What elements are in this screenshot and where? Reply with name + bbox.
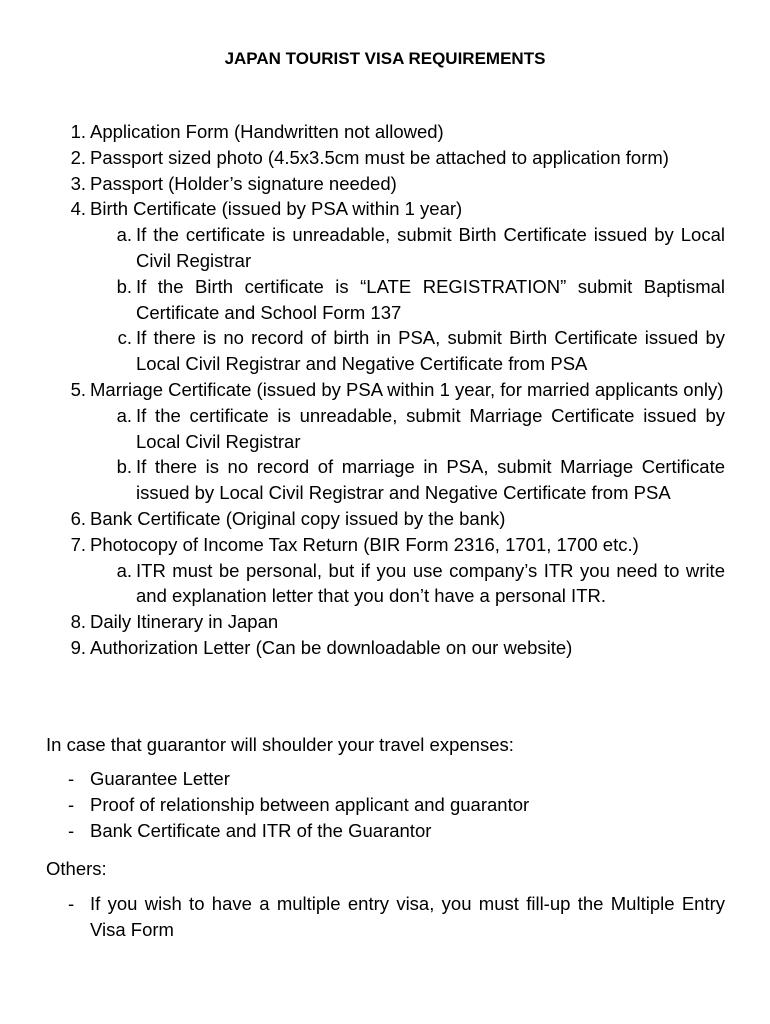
- sub-item-text: ITR must be personal, but if you use company’s ITR you need to write and explanation letter that you don’t have a personal ITR.: [136, 559, 725, 607]
- item-text: Bank Certificate (Original copy issued by the bank): [90, 507, 506, 529]
- dash-bullet: -: [68, 768, 75, 789]
- guarantor-item: [0, 818, 725, 844]
- item-number: 1.: [70, 121, 86, 142]
- requirement-item-5: [0, 377, 726, 403]
- requirement-item-4: [0, 196, 726, 222]
- dash-bullet: -: [68, 794, 75, 815]
- others-heading: Others:: [46, 858, 107, 879]
- guarantor-heading: In case that guarantor will shoulder your travel expenses:: [46, 734, 514, 755]
- sub-item-letter: b.: [116, 275, 132, 297]
- item-number: 9.: [70, 636, 86, 658]
- item-number: 5.: [70, 378, 86, 400]
- sub-item-text: If the Birth certificate is “LATE REGISTRATION” submit Baptismal Certificate and School Form 137: [136, 275, 725, 323]
- requirement-item-6: [0, 506, 726, 532]
- sub-item-letter: c.: [117, 327, 132, 349]
- item-text: Application Form (Handwritten not allowed): [90, 121, 444, 142]
- sub-item-7a: [0, 558, 725, 610]
- guarantor-list: [0, 766, 770, 844]
- sub-item-5a: [0, 403, 725, 455]
- item-number: 7.: [70, 533, 86, 555]
- sub-item-4a: [0, 222, 725, 274]
- guarantor-item-text: Guarantee Letter: [90, 768, 230, 789]
- sub-item-letter: a.: [116, 224, 132, 246]
- requirement-item-9: [0, 635, 726, 661]
- guarantor-item-text: Proof of relationship between applicant and guarantor: [90, 794, 530, 815]
- item-number: 3.: [70, 172, 86, 194]
- sub-item-letter: b.: [116, 456, 132, 478]
- requirement-item-1: [0, 119, 726, 145]
- guarantor-item: [0, 766, 725, 792]
- sub-item-letter: a.: [116, 559, 132, 581]
- requirement-item-2: [0, 145, 726, 171]
- item-number: 4.: [70, 198, 86, 220]
- sub-item-4b: [0, 274, 725, 326]
- sub-item-text: If there is no record of birth in PSA, submit Birth Certificate issued by Local Civil Registrar and Negative Certificate from PSA: [136, 327, 725, 375]
- item-text: Birth Certificate (issued by PSA within 1 year): [90, 198, 463, 220]
- guarantor-item-text: Bank Certificate and ITR of the Guarantor: [90, 820, 432, 841]
- item-number: 8.: [70, 611, 86, 633]
- dash-bullet: -: [68, 820, 75, 841]
- others-item: [0, 891, 725, 943]
- item-text: Daily Itinerary in Japan: [90, 611, 279, 633]
- requirement-item-7: [0, 532, 726, 558]
- item-number: 2.: [70, 146, 86, 168]
- page-title: JAPAN TOURIST VISA REQUIREMENTS: [224, 49, 546, 68]
- item-text: Passport (Holder’s signature needed): [90, 172, 397, 194]
- others-list: [0, 891, 770, 943]
- sub-item-4c: [0, 325, 725, 377]
- item-text: Marriage Certificate (issued by PSA within 1 year, for married applicants only): [90, 378, 724, 400]
- item-text: Passport sized photo (4.5x3.5cm must be attached to application form): [90, 146, 669, 168]
- item-text: Authorization Letter (Can be downloadable on our website): [90, 636, 573, 658]
- dash-bullet: -: [68, 893, 75, 914]
- sub-item-letter: a.: [116, 404, 132, 426]
- requirements-list: [0, 119, 770, 661]
- sub-item-text: If the certificate is unreadable, submit Marriage Certificate issued by Local Civil Registrar: [136, 404, 725, 452]
- sub-item-text: If the certificate is unreadable, submit Birth Certificate issued by Local Civil Registrar: [136, 224, 725, 271]
- sub-item-text: If there is no record of marriage in PSA, submit Marriage Certificate issued by Local Civil Registrar and Negative Certificate from PSA: [136, 456, 725, 504]
- sub-item-5b: [0, 454, 725, 506]
- item-number: 6.: [70, 507, 86, 529]
- requirement-item-8: [0, 609, 726, 635]
- others-item-text: If you wish to have a multiple entry visa, you must fill-up the Multiple Entry Visa Form: [90, 893, 725, 940]
- item-text: Photocopy of Income Tax Return (BIR Form 2316, 1701, 1700 etc.): [90, 533, 639, 555]
- guarantor-item: [0, 792, 725, 818]
- requirement-item-3: [0, 171, 726, 197]
